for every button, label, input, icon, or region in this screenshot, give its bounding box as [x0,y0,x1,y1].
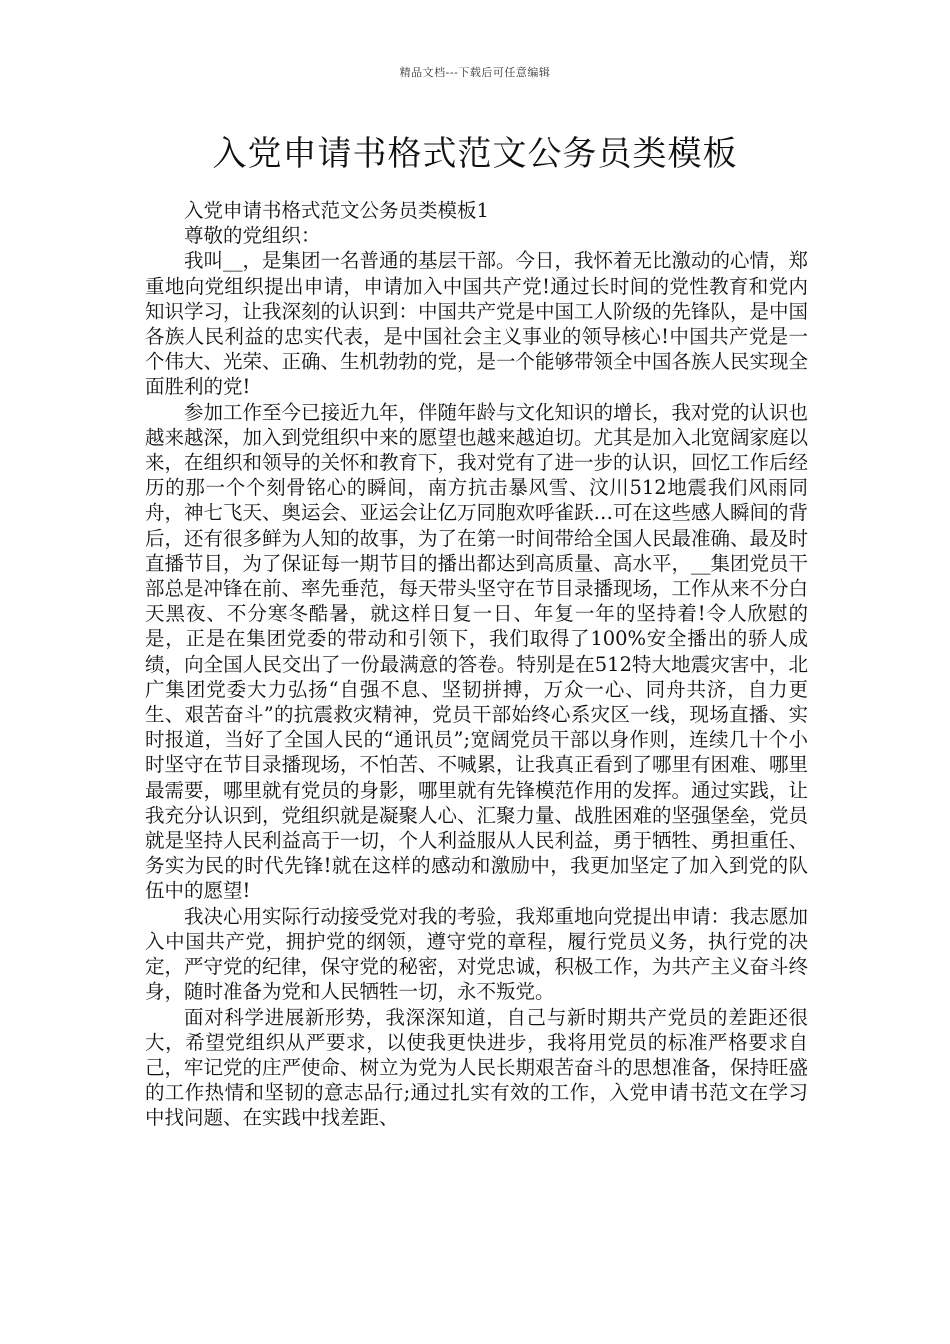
body-paragraph-1: 我叫__，是集团一名普通的基层干部。今日，我怀着无比激动的心情，郑重地向党组织提出申请，申请加入中国共产党!通过长时间的党性教育和党内知识学习，让我深刻的认识到：中国共产党是中国工人阶级的先锋队，是中国各族人民利益的忠实代表，是中国社会主义事业的领导核心!中国共产党是一个伟大、光荣、正确、生机勃勃的党，是一个能够带领全中国各族人民实现全面胜利的党! [145,249,809,399]
body-paragraph-2: 参加工作至今已接近九年，伴随年龄与文化知识的增长，我对党的认识也越来越深，加入到党组织中来的愿望也越来越迫切。尤其是加入北宽阔家庭以来，在组织和领导的关怀和教育下，我对党有了进一步的认识，回忆工作后经历的那一个个刻骨铭心的瞬间，南方抗击暴风雪、汶川512地震我们风雨同舟，神七飞天、奥运会、亚运会让亿万同胞欢呼雀跃…可在这些感人瞬间的背后，还有很多鲜为人知的故事，为了在第一时间带给全国人民最准确、最及时直播节目，为了保证每一期节目的播出都达到高质量、高水平，__集团党员干部总是冲锋在前、率先垂范，每天带头坚守在节目录播现场，工作从来不分白天黑夜、不分寒冬酷暑，就这样日复一日、年复一年的坚持着!令人欣慰的是，正是在集团党委的带动和引领下，我们取得了100%安全播出的骄人成绩，向全国人民交出了一份最满意的答卷。特别是在512特大地震灾害中，北广集团党委大力弘扬“自强不息、坚韧拼搏，万众一心、同舟共济，自力更生、艰苦奋斗”的抗震救灾精神，党员干部始终心系灾区一线，现场直播、实时报道，当好了全国人民的“通讯员”;宽阔党员干部以身作则，连续几十个小时坚守在节目录播现场，不怕苦、不喊累，让我真正看到了哪里有困难、哪里最需要，哪里就有党员的身影，哪里就有先锋模范作用的发挥。通过实践，让我充分认识到，党组织就是凝聚人心、汇聚力量、战胜困难的坚强堡垒，党员就是坚持人民利益高于一切，个人利益服从人民利益，勇于牺牲、勇担重任、务实为民的时代先锋!就在这样的感动和激励中，我更加坚定了加入到党的队伍中的愿望! [145,400,809,903]
body-paragraph-3: 我决心用实际行动接受党对我的考验，我郑重地向党提出申请：我志愿加入中国共产党，拥护党的纲领，遵守党的章程，履行党员义务，执行党的决定，严守党的纪律，保守党的秘密，对党忠诚，积极工作，为共产主义奋斗终身，随时准备为党和人民牺牲一切，永不叛党。 [145,904,809,1004]
document-body [145,198,808,1131]
section-subtitle: 入党申请书格式范文公务员类模板1 [184,199,489,222]
salutation: 尊敬的党组织： [184,224,321,248]
body-paragraph-4: 面对科学进展新形势，我深深知道，自己与新时期共产党员的差距还很大，希望党组织从严要求，以使我更快进步，我将用党员的标准严格要求自己，牢记党的庄严使命、树立为党为人民长期艰苦奋斗的思想准备，保持旺盛的工作热情和坚韧的意志品行;通过扎实有效的工作，入党申请书范文在学习中找问题、在实践中找差距、 [145,1005,809,1130]
page-header-note: 精品文档---下载后可任意编辑 [399,66,551,79]
document-title: 入党申请书格式范文公务员类模板 [212,134,738,174]
